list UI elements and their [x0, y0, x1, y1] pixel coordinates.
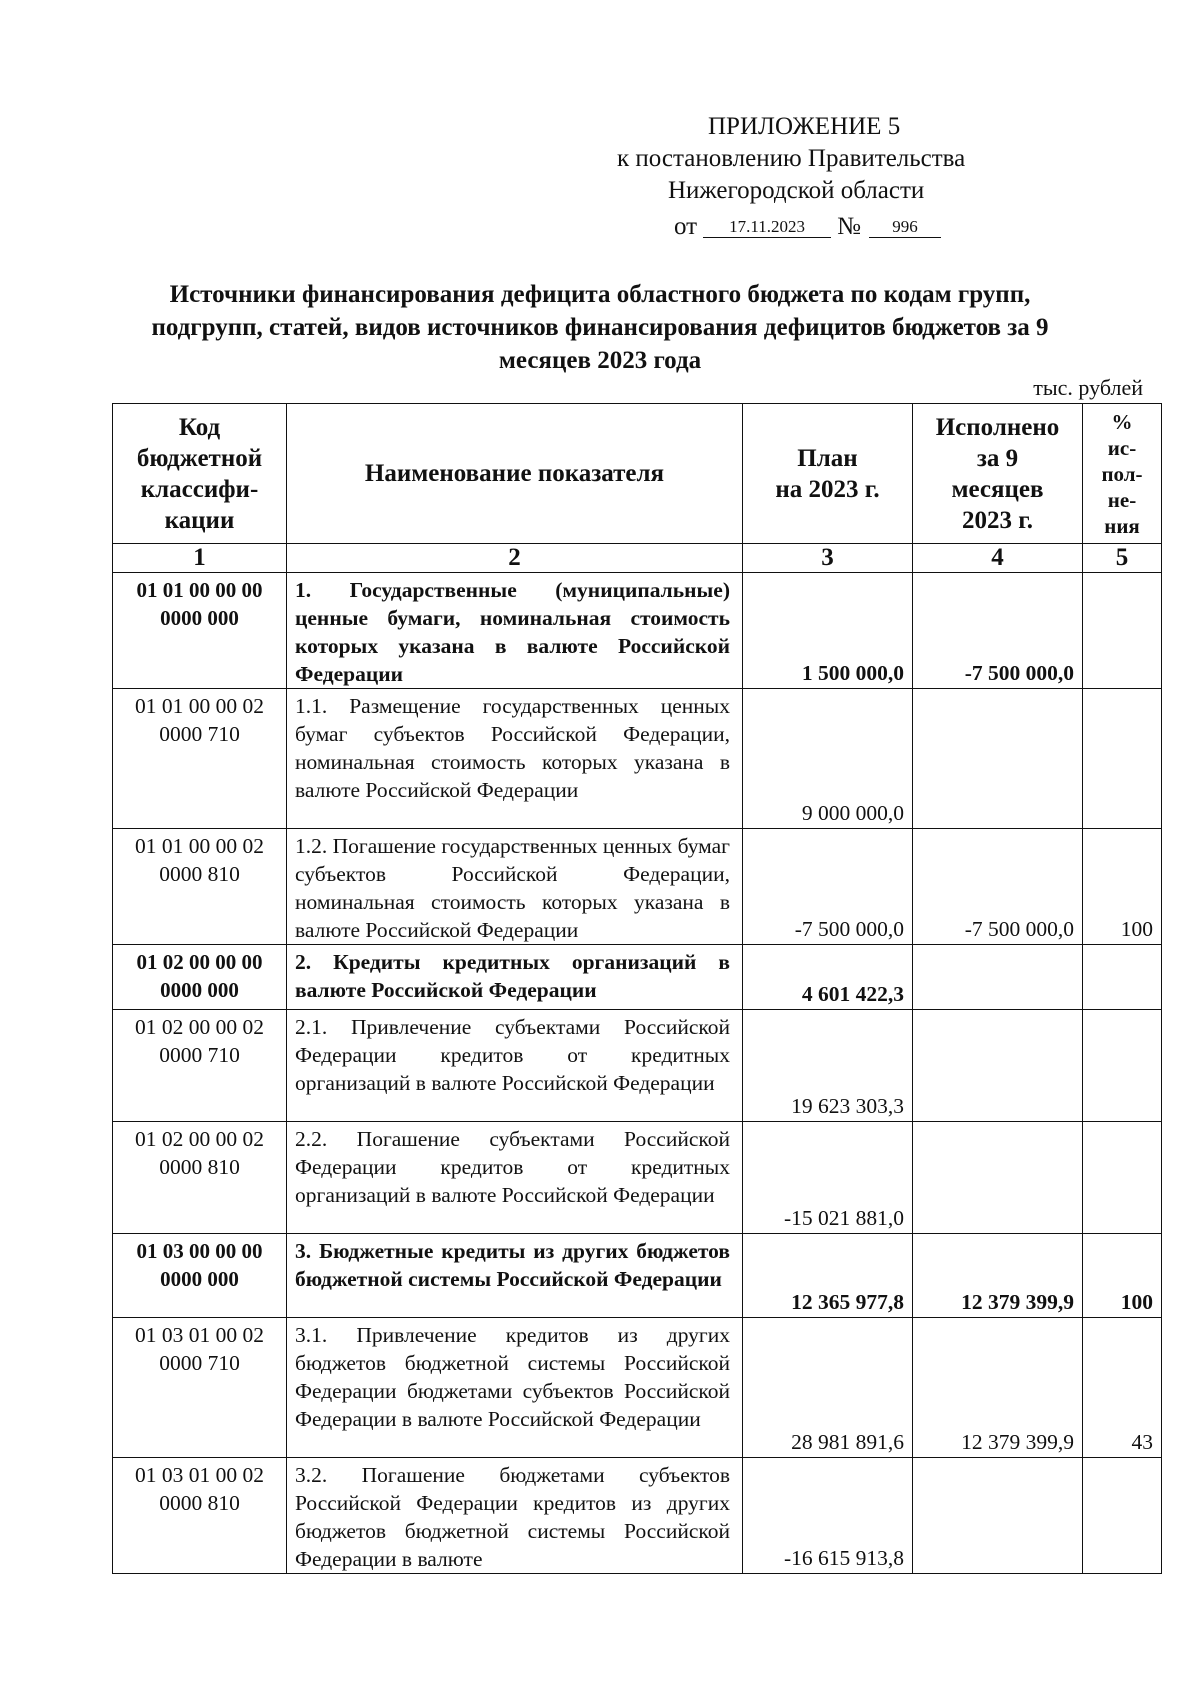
- table-row: [113, 945, 1162, 1010]
- header-percent: % ис- пол- не- ния: [1083, 404, 1162, 544]
- col-number: 5: [1083, 544, 1162, 573]
- done-cell: [913, 1010, 1083, 1122]
- decree-number: 996: [869, 217, 941, 238]
- col-number: 3: [743, 544, 913, 573]
- name-cell: 3.1. Привлечение кредитов из других бюджетов бюджетной системы Российской Федерации бюджетами субъектов Российской Федерации в валюте Российской Федерации: [287, 1318, 743, 1458]
- percent-cell: 100: [1083, 829, 1162, 945]
- region-line: Нижегородской области: [668, 177, 925, 204]
- name-cell: 1.1. Размещение государственных ценных бумаг субъектов Российской Федерации, номинальная стоимость которых указана в валюте Российской Федерации: [287, 689, 743, 829]
- from-label: от: [674, 213, 698, 240]
- plan-cell: 12 365 977,8: [743, 1234, 913, 1318]
- name-cell: 2.1. Привлечение субъектами Российской Федерации кредитов от кредитных организаций в валюте Российской Федерации: [287, 1010, 743, 1122]
- decree-date: 17.11.2023: [703, 217, 831, 238]
- name-cell: 3. Бюджетные кредиты из других бюджетов бюджетной системы Российской Федерации: [287, 1234, 743, 1318]
- plan-cell: 1 500 000,0: [743, 573, 913, 689]
- table-row: [113, 1318, 1162, 1458]
- plan-cell: 28 981 891,6: [743, 1318, 913, 1458]
- done-cell: -7 500 000,0: [913, 829, 1083, 945]
- page-title: Источники финансирования дефицита областного бюджета по кодам групп, подгрупп, статей, видов источников финансирования дефицитов бюджетов за 9 месяцев 2023 года: [151, 281, 1049, 374]
- name-cell: 1.2. Погашение государственных ценных бумаг субъектов Российской Федерации, номинальная стоимость которых указана в валюте Российской Федерации: [287, 829, 743, 945]
- table-row: [113, 573, 1162, 689]
- header-done: Исполнено за 9 месяцев 2023 г.: [913, 404, 1083, 544]
- percent-cell: 43: [1083, 1318, 1162, 1458]
- plan-cell: -16 615 913,8: [743, 1458, 913, 1574]
- col-number: 1: [113, 544, 287, 573]
- header-name: Наименование показателя: [287, 404, 743, 544]
- done-cell: [913, 1458, 1083, 1574]
- appendix-label: ПРИЛОЖЕНИЕ 5: [708, 113, 901, 140]
- percent-cell: [1083, 1458, 1162, 1574]
- plan-cell: -15 021 881,0: [743, 1122, 913, 1234]
- table-row: [113, 829, 1162, 945]
- code-cell: 01 03 01 00 02 0000 810: [113, 1458, 287, 1574]
- done-cell: 12 379 399,9: [913, 1318, 1083, 1458]
- plan-cell: 9 000 000,0: [743, 689, 913, 829]
- sources-table: [112, 403, 1162, 1574]
- done-cell: -7 500 000,0: [913, 573, 1083, 689]
- plan-cell: 4 601 422,3: [743, 945, 913, 1010]
- code-cell: 01 02 00 00 02 0000 710: [113, 1010, 287, 1122]
- done-cell: [913, 1122, 1083, 1234]
- table-row: [113, 1234, 1162, 1318]
- name-cell: 3.2. Погашение бюджетами субъектов Российской Федерации кредитов из других бюджетов бюджетной системы Российской Федерации в валюте: [287, 1458, 743, 1574]
- percent-cell: [1083, 945, 1162, 1010]
- percent-cell: [1083, 573, 1162, 689]
- table-header-row: [113, 404, 1162, 544]
- number-label: №: [837, 213, 861, 240]
- code-cell: 01 02 00 00 02 0000 810: [113, 1122, 287, 1234]
- col-number: 2: [287, 544, 743, 573]
- done-cell: [913, 689, 1083, 829]
- decree-line: к постановлению Правительства: [617, 145, 966, 172]
- date-number-line: [674, 212, 941, 242]
- percent-cell: [1083, 689, 1162, 829]
- table-row: [113, 1122, 1162, 1234]
- name-cell: 2.2. Погашение субъектами Российской Федерации кредитов от кредитных организаций в валюте Российской Федерации: [287, 1122, 743, 1234]
- plan-cell: -7 500 000,0: [743, 829, 913, 945]
- percent-cell: 100: [1083, 1234, 1162, 1318]
- done-cell: [913, 945, 1083, 1010]
- code-cell: 01 03 01 00 02 0000 710: [113, 1318, 287, 1458]
- code-cell: 01 03 00 00 00 0000 000: [113, 1234, 287, 1318]
- column-numbers-row: [113, 544, 1162, 573]
- code-cell: 01 02 00 00 00 0000 000: [113, 945, 287, 1010]
- table-row: [113, 689, 1162, 829]
- units-label: тыс. рублей: [1033, 375, 1143, 400]
- table-row: [113, 1458, 1162, 1574]
- done-cell: 12 379 399,9: [913, 1234, 1083, 1318]
- table-row: [113, 1010, 1162, 1122]
- col-number: 4: [913, 544, 1083, 573]
- code-cell: 01 01 00 00 02 0000 810: [113, 829, 287, 945]
- code-cell: 01 01 00 00 02 0000 710: [113, 689, 287, 829]
- percent-cell: [1083, 1010, 1162, 1122]
- percent-cell: [1083, 1122, 1162, 1234]
- plan-cell: 19 623 303,3: [743, 1010, 913, 1122]
- header-plan: План на 2023 г.: [743, 404, 913, 544]
- header-code: Код бюджетной классифи- кации: [113, 404, 287, 544]
- code-cell: 01 01 00 00 00 0000 000: [113, 573, 287, 689]
- name-cell: 1. Государственные (муниципальные) ценные бумаги, номинальная стоимость которых указана в валюте Российской Федерации: [287, 573, 743, 689]
- name-cell: 2. Кредиты кредитных организаций в валюте Российской Федерации: [287, 945, 743, 1010]
